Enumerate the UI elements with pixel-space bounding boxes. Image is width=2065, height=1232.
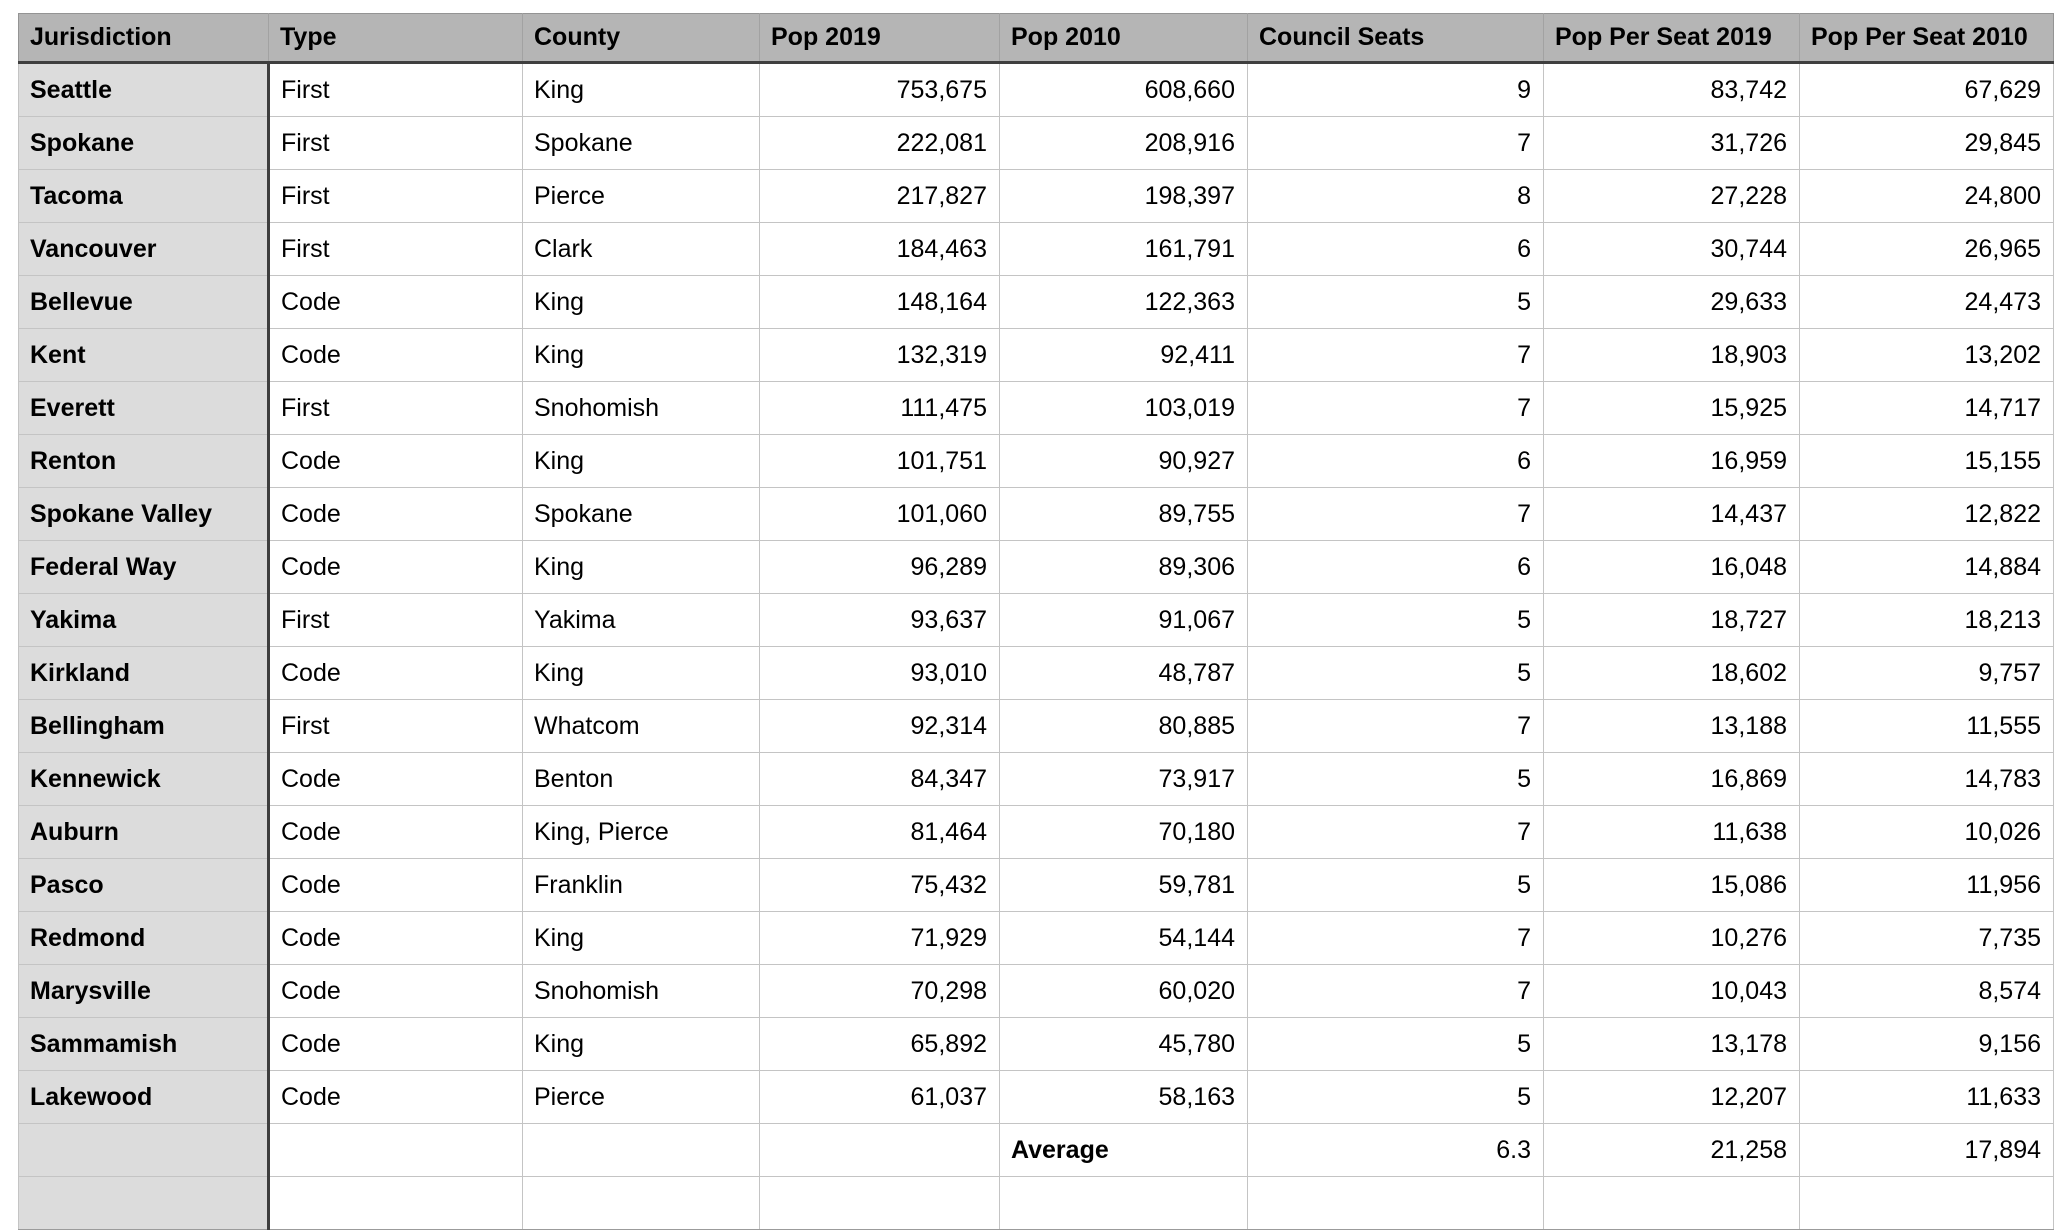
cell-pop-per-seat-2010: 10,026 — [1800, 806, 2054, 859]
table-row — [19, 170, 2054, 223]
cell-type: First — [269, 63, 523, 117]
cell-pop-2019: 111,475 — [760, 382, 1000, 435]
cell-county — [523, 1124, 760, 1177]
cell-pop-2010: 60,020 — [1000, 965, 1248, 1018]
cell-jurisdiction: Kirkland — [19, 647, 269, 700]
cell-council-seats: 7 — [1248, 117, 1544, 170]
table-row — [19, 435, 2054, 488]
cell-county: Benton — [523, 753, 760, 806]
cell-type — [269, 1177, 523, 1230]
cell-council-seats: 7 — [1248, 965, 1544, 1018]
cell-pop-2019 — [760, 1177, 1000, 1230]
table-row — [19, 1018, 2054, 1071]
cell-jurisdiction: Auburn — [19, 806, 269, 859]
cell-county: King — [523, 329, 760, 382]
cell-pop-2019: 753,675 — [760, 63, 1000, 117]
cell-pop-per-seat-2010: 9,156 — [1800, 1018, 2054, 1071]
cell-pop-per-seat-2019: 27,228 — [1544, 170, 1800, 223]
table-row — [19, 806, 2054, 859]
cell-type: Code — [269, 965, 523, 1018]
cell-council-seats: 6.3 — [1248, 1124, 1544, 1177]
cell-pop-2010: 608,660 — [1000, 63, 1248, 117]
cell-county: King — [523, 541, 760, 594]
summary-row — [19, 1124, 2054, 1177]
cell-council-seats: 7 — [1248, 488, 1544, 541]
cell-pop-2019: 84,347 — [760, 753, 1000, 806]
cell-pop-2010: Average — [1000, 1124, 1248, 1177]
table-container — [18, 13, 2054, 1230]
table-row — [19, 382, 2054, 435]
cell-pop-2019: 132,319 — [760, 329, 1000, 382]
cell-pop-per-seat-2010: 13,202 — [1800, 329, 2054, 382]
cell-council-seats: 6 — [1248, 223, 1544, 276]
cell-council-seats — [1248, 1177, 1544, 1230]
cell-pop-2019: 93,010 — [760, 647, 1000, 700]
cell-pop-2010: 73,917 — [1000, 753, 1248, 806]
cell-type: Code — [269, 329, 523, 382]
cell-council-seats: 6 — [1248, 541, 1544, 594]
cell-type: Code — [269, 1071, 523, 1124]
cell-pop-per-seat-2019: 15,925 — [1544, 382, 1800, 435]
cell-pop-2010: 90,927 — [1000, 435, 1248, 488]
column-header-jurisdiction: Jurisdiction — [19, 14, 269, 63]
cell-pop-2010: 48,787 — [1000, 647, 1248, 700]
cell-type: First — [269, 170, 523, 223]
cell-pop-per-seat-2010: 67,629 — [1800, 63, 2054, 117]
cell-council-seats: 5 — [1248, 859, 1544, 912]
cell-pop-2019: 75,432 — [760, 859, 1000, 912]
column-header-pop-2010: Pop 2010 — [1000, 14, 1248, 63]
cell-pop-per-seat-2010: 14,717 — [1800, 382, 2054, 435]
cell-pop-per-seat-2010 — [1800, 1177, 2054, 1230]
cell-jurisdiction: Federal Way — [19, 541, 269, 594]
column-header-pop-per-seat-2010: Pop Per Seat 2010 — [1800, 14, 2054, 63]
cell-jurisdiction: Redmond — [19, 912, 269, 965]
cell-jurisdiction: Seattle — [19, 63, 269, 117]
cell-pop-2019: 101,060 — [760, 488, 1000, 541]
cell-pop-2010: 54,144 — [1000, 912, 1248, 965]
cell-pop-2010: 45,780 — [1000, 1018, 1248, 1071]
cell-type: First — [269, 594, 523, 647]
cell-pop-2010: 70,180 — [1000, 806, 1248, 859]
cell-pop-2019: 70,298 — [760, 965, 1000, 1018]
table-row — [19, 541, 2054, 594]
cell-type: First — [269, 382, 523, 435]
table-header — [19, 14, 2054, 63]
cell-pop-2010 — [1000, 1177, 1248, 1230]
table-row — [19, 1071, 2054, 1124]
cell-council-seats: 5 — [1248, 647, 1544, 700]
cell-county: Snohomish — [523, 965, 760, 1018]
cell-pop-2010: 92,411 — [1000, 329, 1248, 382]
cell-pop-per-seat-2019: 13,178 — [1544, 1018, 1800, 1071]
cell-pop-2010: 161,791 — [1000, 223, 1248, 276]
cell-pop-per-seat-2010: 11,555 — [1800, 700, 2054, 753]
cell-pop-2010: 103,019 — [1000, 382, 1248, 435]
cell-pop-2019: 81,464 — [760, 806, 1000, 859]
cell-pop-2019: 61,037 — [760, 1071, 1000, 1124]
cell-pop-per-seat-2019: 18,903 — [1544, 329, 1800, 382]
empty-row — [19, 1177, 2054, 1230]
cell-council-seats: 7 — [1248, 912, 1544, 965]
cell-pop-2019: 92,314 — [760, 700, 1000, 753]
cell-pop-2010: 89,306 — [1000, 541, 1248, 594]
table-row — [19, 594, 2054, 647]
cell-pop-per-seat-2010: 7,735 — [1800, 912, 2054, 965]
cell-jurisdiction — [19, 1177, 269, 1230]
cell-county: Pierce — [523, 1071, 760, 1124]
cell-council-seats: 5 — [1248, 276, 1544, 329]
cell-pop-2010: 80,885 — [1000, 700, 1248, 753]
cell-type: First — [269, 117, 523, 170]
table-row — [19, 329, 2054, 382]
cell-jurisdiction: Lakewood — [19, 1071, 269, 1124]
cell-council-seats: 7 — [1248, 806, 1544, 859]
cell-pop-per-seat-2019: 21,258 — [1544, 1124, 1800, 1177]
table-row — [19, 488, 2054, 541]
cell-pop-per-seat-2019: 29,633 — [1544, 276, 1800, 329]
cell-pop-2019: 71,929 — [760, 912, 1000, 965]
cell-type: Code — [269, 435, 523, 488]
cell-jurisdiction: Renton — [19, 435, 269, 488]
cell-pop-2019 — [760, 1124, 1000, 1177]
cell-pop-per-seat-2019: 16,959 — [1544, 435, 1800, 488]
table-row — [19, 647, 2054, 700]
cell-pop-2010: 208,916 — [1000, 117, 1248, 170]
cell-pop-per-seat-2010: 14,783 — [1800, 753, 2054, 806]
cell-pop-per-seat-2010: 24,473 — [1800, 276, 2054, 329]
cell-jurisdiction — [19, 1124, 269, 1177]
table-row — [19, 700, 2054, 753]
cell-pop-2019: 101,751 — [760, 435, 1000, 488]
cell-jurisdiction: Tacoma — [19, 170, 269, 223]
cell-pop-2010: 89,755 — [1000, 488, 1248, 541]
cell-type: Code — [269, 647, 523, 700]
cell-county: King — [523, 912, 760, 965]
cell-county — [523, 1177, 760, 1230]
cell-jurisdiction: Sammamish — [19, 1018, 269, 1071]
cell-jurisdiction: Kent — [19, 329, 269, 382]
cell-pop-per-seat-2010: 29,845 — [1800, 117, 2054, 170]
cell-county: Snohomish — [523, 382, 760, 435]
cell-county: Pierce — [523, 170, 760, 223]
cell-pop-per-seat-2019: 14,437 — [1544, 488, 1800, 541]
cell-pop-2019: 184,463 — [760, 223, 1000, 276]
cell-jurisdiction: Spokane Valley — [19, 488, 269, 541]
cell-pop-2019: 96,289 — [760, 541, 1000, 594]
cell-type: Code — [269, 806, 523, 859]
cell-pop-per-seat-2010: 9,757 — [1800, 647, 2054, 700]
cell-pop-per-seat-2019: 18,727 — [1544, 594, 1800, 647]
cell-pop-per-seat-2010: 15,155 — [1800, 435, 2054, 488]
cell-pop-2019: 148,164 — [760, 276, 1000, 329]
cell-type: First — [269, 223, 523, 276]
cell-council-seats: 7 — [1248, 382, 1544, 435]
cell-type: Code — [269, 276, 523, 329]
cell-pop-per-seat-2010: 11,956 — [1800, 859, 2054, 912]
header-row — [19, 14, 2054, 63]
cell-county: Whatcom — [523, 700, 760, 753]
cell-pop-per-seat-2019: 31,726 — [1544, 117, 1800, 170]
cell-type: Code — [269, 912, 523, 965]
cell-pop-2010: 91,067 — [1000, 594, 1248, 647]
cell-jurisdiction: Pasco — [19, 859, 269, 912]
cell-pop-per-seat-2019: 12,207 — [1544, 1071, 1800, 1124]
column-header-pop-2019: Pop 2019 — [760, 14, 1000, 63]
cell-pop-per-seat-2010: 12,822 — [1800, 488, 2054, 541]
cell-pop-per-seat-2010: 24,800 — [1800, 170, 2054, 223]
cell-county: King — [523, 63, 760, 117]
cell-pop-per-seat-2019: 15,086 — [1544, 859, 1800, 912]
cell-pop-per-seat-2010: 26,965 — [1800, 223, 2054, 276]
cell-council-seats: 7 — [1248, 329, 1544, 382]
cell-pop-per-seat-2019: 18,602 — [1544, 647, 1800, 700]
cell-jurisdiction: Bellevue — [19, 276, 269, 329]
cell-pop-per-seat-2010: 8,574 — [1800, 965, 2054, 1018]
cell-pop-per-seat-2019: 30,744 — [1544, 223, 1800, 276]
cell-council-seats: 5 — [1248, 1018, 1544, 1071]
cell-pop-2019: 65,892 — [760, 1018, 1000, 1071]
cell-council-seats: 5 — [1248, 1071, 1544, 1124]
cell-jurisdiction: Yakima — [19, 594, 269, 647]
cell-pop-per-seat-2019 — [1544, 1177, 1800, 1230]
cell-pop-2019: 93,637 — [760, 594, 1000, 647]
cell-pop-per-seat-2019: 13,188 — [1544, 700, 1800, 753]
cell-pop-2010: 122,363 — [1000, 276, 1248, 329]
cell-pop-per-seat-2010: 11,633 — [1800, 1071, 2054, 1124]
cell-type: Code — [269, 753, 523, 806]
cell-type: Code — [269, 488, 523, 541]
cell-type: Code — [269, 859, 523, 912]
table-row — [19, 965, 2054, 1018]
cell-council-seats: 8 — [1248, 170, 1544, 223]
cell-county: Spokane — [523, 488, 760, 541]
cell-jurisdiction: Spokane — [19, 117, 269, 170]
table-row — [19, 63, 2054, 117]
cell-council-seats: 7 — [1248, 700, 1544, 753]
cell-pop-per-seat-2010: 14,884 — [1800, 541, 2054, 594]
table-row — [19, 753, 2054, 806]
cell-pop-per-seat-2019: 10,043 — [1544, 965, 1800, 1018]
cell-county: King — [523, 435, 760, 488]
column-header-council-seats: Council Seats — [1248, 14, 1544, 63]
cell-type: Code — [269, 1018, 523, 1071]
cell-county: King, Pierce — [523, 806, 760, 859]
cell-type: Code — [269, 541, 523, 594]
cell-pop-2019: 217,827 — [760, 170, 1000, 223]
cell-council-seats: 5 — [1248, 594, 1544, 647]
cell-jurisdiction: Kennewick — [19, 753, 269, 806]
cell-pop-per-seat-2019: 83,742 — [1544, 63, 1800, 117]
cell-council-seats: 9 — [1248, 63, 1544, 117]
table-row — [19, 859, 2054, 912]
cell-type: First — [269, 700, 523, 753]
cell-jurisdiction: Bellingham — [19, 700, 269, 753]
table-row — [19, 117, 2054, 170]
cell-pop-2010: 58,163 — [1000, 1071, 1248, 1124]
cell-pop-per-seat-2010: 17,894 — [1800, 1124, 2054, 1177]
cell-jurisdiction: Everett — [19, 382, 269, 435]
column-header-pop-per-seat-2019: Pop Per Seat 2019 — [1544, 14, 1800, 63]
cell-pop-per-seat-2019: 10,276 — [1544, 912, 1800, 965]
table-row — [19, 276, 2054, 329]
cell-county: King — [523, 1018, 760, 1071]
cell-county: Yakima — [523, 594, 760, 647]
table-row — [19, 912, 2054, 965]
data-table — [18, 13, 2054, 1230]
cell-county: Spokane — [523, 117, 760, 170]
column-header-county: County — [523, 14, 760, 63]
cell-pop-2010: 198,397 — [1000, 170, 1248, 223]
cell-jurisdiction: Marysville — [19, 965, 269, 1018]
cell-county: King — [523, 647, 760, 700]
cell-pop-per-seat-2019: 16,048 — [1544, 541, 1800, 594]
cell-pop-2010: 59,781 — [1000, 859, 1248, 912]
cell-council-seats: 5 — [1248, 753, 1544, 806]
column-header-type: Type — [269, 14, 523, 63]
cell-pop-per-seat-2019: 11,638 — [1544, 806, 1800, 859]
cell-type — [269, 1124, 523, 1177]
table-body — [19, 63, 2054, 1230]
table-row — [19, 223, 2054, 276]
cell-county: King — [523, 276, 760, 329]
cell-jurisdiction: Vancouver — [19, 223, 269, 276]
cell-county: Franklin — [523, 859, 760, 912]
cell-pop-per-seat-2019: 16,869 — [1544, 753, 1800, 806]
cell-pop-2019: 222,081 — [760, 117, 1000, 170]
cell-county: Clark — [523, 223, 760, 276]
cell-pop-per-seat-2010: 18,213 — [1800, 594, 2054, 647]
cell-council-seats: 6 — [1248, 435, 1544, 488]
